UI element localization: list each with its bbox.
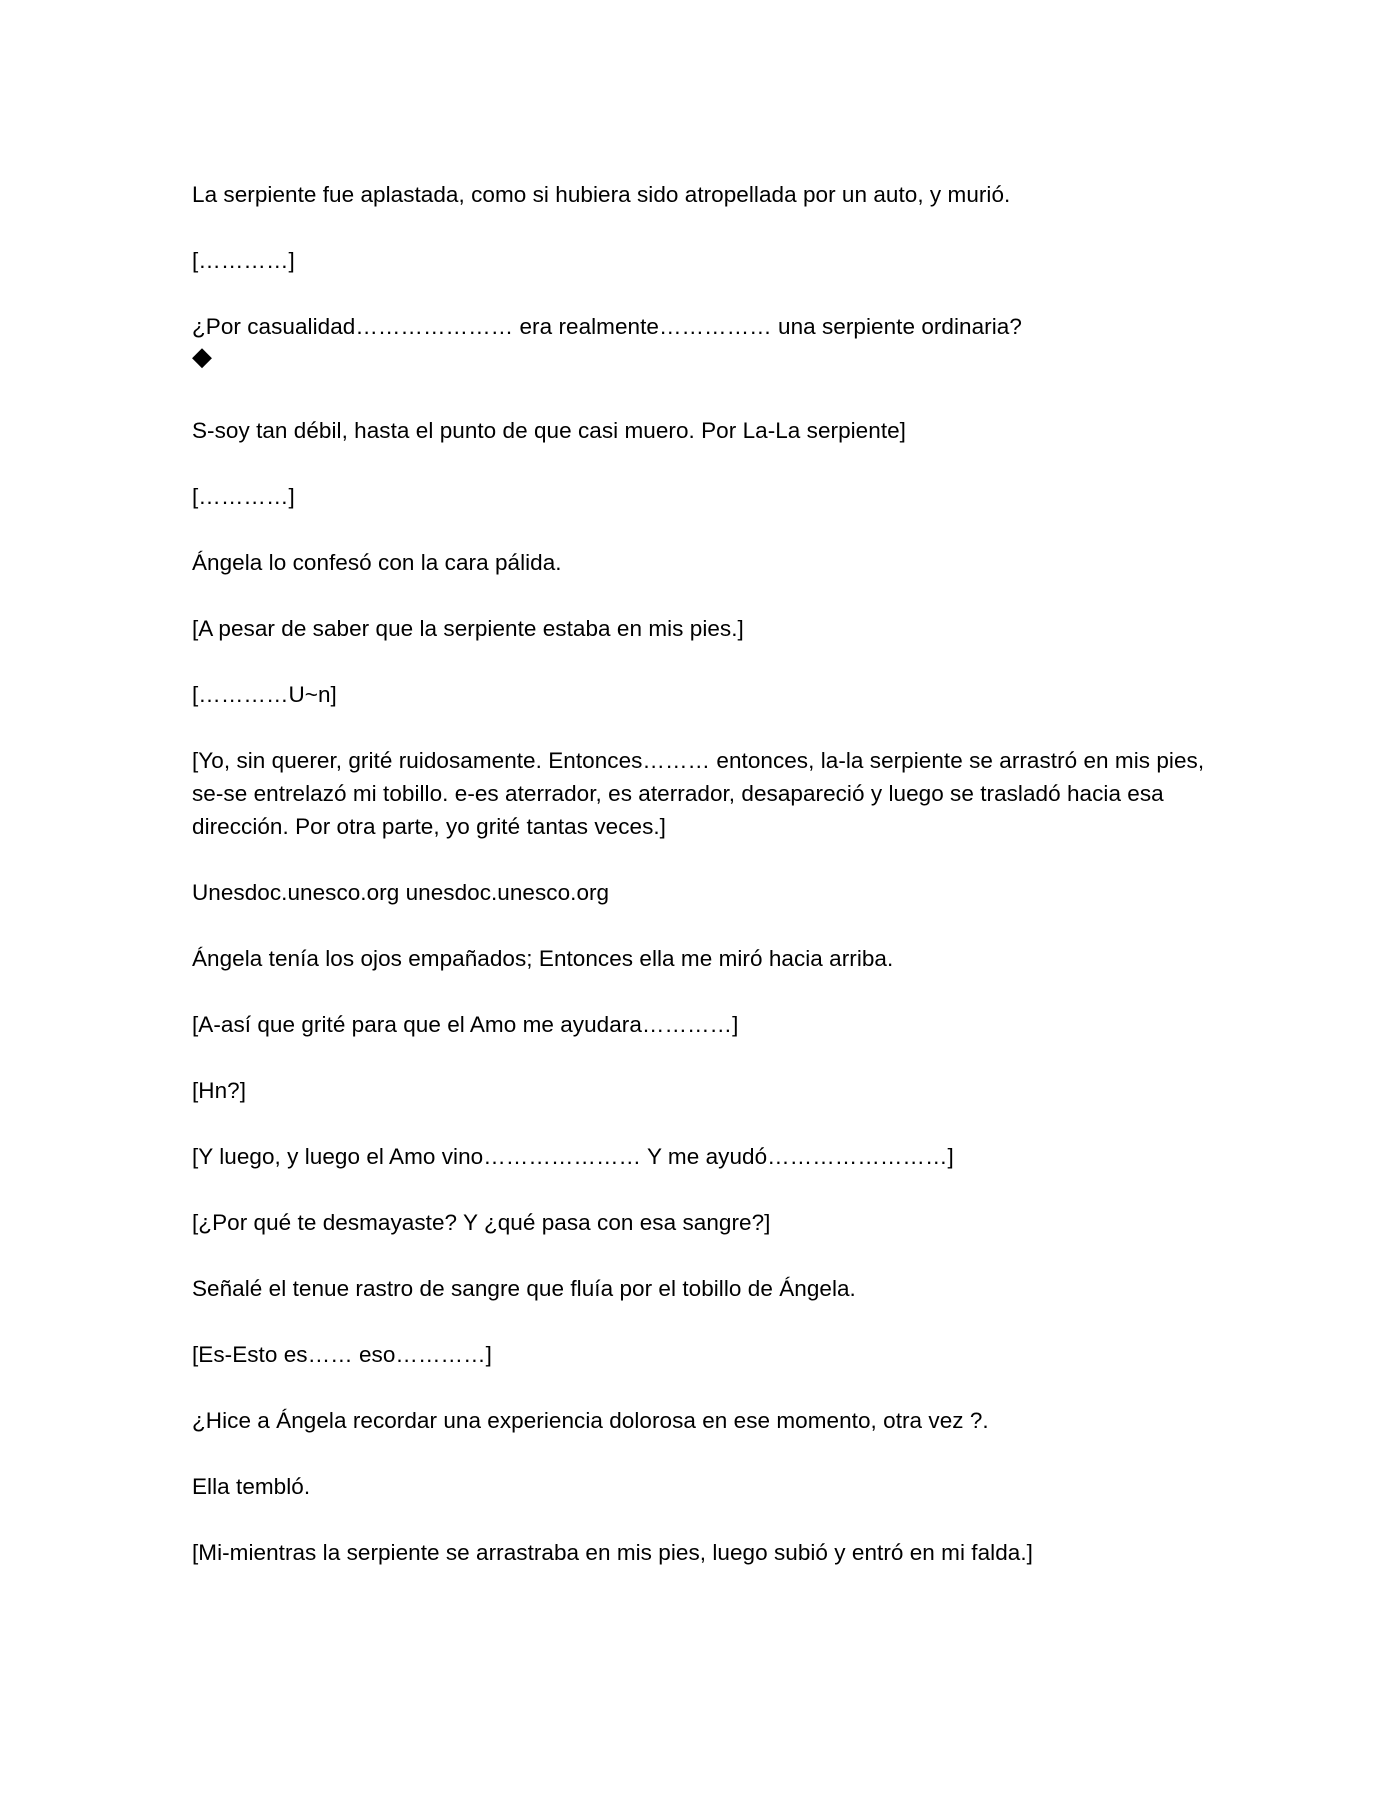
paragraph: [A pesar de saber que la serpiente estaba en mis pies.]: [192, 616, 744, 641]
paragraph: Señalé el tenue rastro de sangre que fluía por el tobillo de Ángela.: [192, 1276, 856, 1301]
paragraph: [A-así que grité para que el Amo me ayudara…………]: [192, 1012, 739, 1037]
paragraph: [Hn?]: [192, 1078, 247, 1103]
document-page: [192, 178, 1208, 1602]
paragraph: Ángela tenía los ojos empañados; Entonces ella me miró hacia arriba.: [192, 946, 894, 971]
paragraph: [Y luego, y luego el Amo vino………………… Y me ayudó……………………]: [192, 1144, 954, 1169]
paragraph: La serpiente fue aplastada, como si hubiera sido atropellada por un auto, y murió.: [192, 182, 1011, 207]
paragraph: […………U~n]: [192, 682, 337, 707]
paragraph: [¿Por qué te desmayaste? Y ¿qué pasa con esa sangre?]: [192, 1210, 771, 1235]
paragraph: [Yo, sin querer, grité ruidosamente. Entonces……… entonces, la-la serpiente se arrastró en mis pies, se-se entrelazó mi tobillo. e-es aterrador, es aterrador, desapareció y luego se trasladó hacia esa dirección. Por otra parte, yo grité tantas veces.]: [192, 748, 1205, 839]
paragraph: Ángela lo confesó con la cara pálida.: [192, 550, 562, 575]
paragraph: [Es-Esto es…… eso…………]: [192, 1342, 492, 1367]
diamond-separator-icon: ◆: [192, 341, 212, 371]
paragraph: Unesdoc.unesco.org unesdoc.unesco.org: [192, 880, 610, 905]
paragraph: […………]: [192, 248, 295, 273]
paragraph: [Mi-mientras la serpiente se arrastraba en mis pies, luego subió y entró en mi falda.]: [192, 1540, 1033, 1565]
paragraph: […………]: [192, 484, 295, 509]
paragraph: Ella tembló.: [192, 1474, 311, 1499]
paragraph: S-soy tan débil, hasta el punto de que casi muero. Por La-La serpiente]: [192, 418, 906, 443]
paragraph: ¿Por casualidad………………… era realmente…………… una serpiente ordinaria?: [192, 314, 1022, 339]
paragraph: ¿Hice a Ángela recordar una experiencia dolorosa en ese momento, otra vez ?.: [192, 1408, 989, 1433]
